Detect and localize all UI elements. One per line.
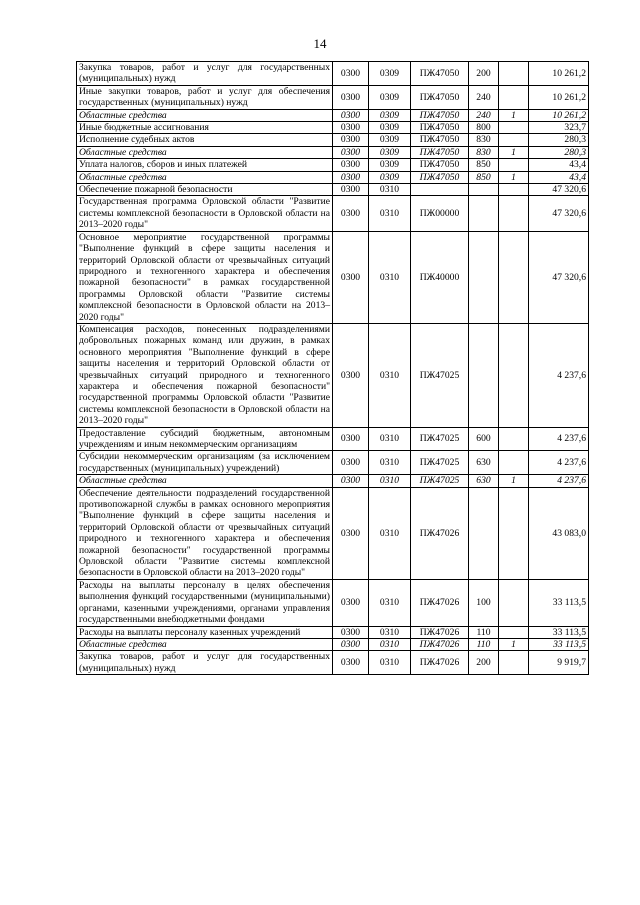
- cell-expense-type: 100: [469, 579, 499, 626]
- cell-subsection: 0310: [369, 579, 411, 626]
- cell-amount: 4 237,6: [529, 451, 589, 475]
- cell-expense-type: [469, 196, 499, 231]
- cell-name: Компенсация расходов, понесенных подразделениями добровольных пожарных команд или дружин, в рамках основного мероприятия "Выполнение функций в сфере защиты населения и территорий Орловской области от чрезвычайных ситуаций природного и техногенного характера и обеспечения пожарной безопасности" государственной программы Орловской области "Развитие системы комплексной безопасности в Орловской области на 2013–2020 годы": [77, 323, 333, 427]
- cell-expense-type: 800: [469, 122, 499, 134]
- cell-funding-source: [499, 323, 529, 427]
- table-row: [77, 651, 589, 675]
- cell-section: 0300: [333, 579, 369, 626]
- cell-target-article: ПЖ47050: [411, 109, 469, 121]
- cell-amount: 33 113,5: [529, 579, 589, 626]
- cell-name: Закупка товаров, работ и услуг для государственных (муниципальных) нужд: [77, 62, 333, 86]
- cell-name: Расходы на выплаты персоналу казенных учреждений: [77, 626, 333, 638]
- cell-target-article: ПЖ47026: [411, 651, 469, 675]
- cell-subsection: 0309: [369, 134, 411, 146]
- cell-target-article: ПЖ47050: [411, 134, 469, 146]
- cell-name: Уплата налогов, сборов и иных платежей: [77, 159, 333, 171]
- cell-expense-type: 200: [469, 62, 499, 86]
- cell-section: 0300: [333, 626, 369, 638]
- cell-expense-type: 240: [469, 85, 499, 109]
- cell-subsection: 0310: [369, 323, 411, 427]
- cell-subsection: 0310: [369, 487, 411, 579]
- table-row: [77, 85, 589, 109]
- cell-expense-type: [469, 487, 499, 579]
- cell-name: Иные бюджетные ассигнования: [77, 122, 333, 134]
- cell-section: 0300: [333, 196, 369, 231]
- cell-amount: 47 320,6: [529, 196, 589, 231]
- cell-amount: 47 320,6: [529, 184, 589, 196]
- cell-funding-source: 1: [499, 146, 529, 158]
- cell-funding-source: 1: [499, 109, 529, 121]
- cell-amount: 47 320,6: [529, 231, 589, 323]
- cell-funding-source: [499, 487, 529, 579]
- cell-amount: 10 261,2: [529, 109, 589, 121]
- cell-subsection: 0310: [369, 196, 411, 231]
- cell-target-article: [411, 184, 469, 196]
- cell-amount: 43,4: [529, 171, 589, 183]
- table-row: [77, 109, 589, 121]
- cell-expense-type: 200: [469, 651, 499, 675]
- table-row: [77, 146, 589, 158]
- cell-funding-source: [499, 85, 529, 109]
- cell-section: 0300: [333, 109, 369, 121]
- cell-section: 0300: [333, 146, 369, 158]
- table-row: [77, 451, 589, 475]
- cell-funding-source: [499, 196, 529, 231]
- cell-name: Областные средства: [77, 171, 333, 183]
- cell-name: Закупка товаров, работ и услуг для государственных (муниципальных) нужд: [77, 651, 333, 675]
- cell-funding-source: 1: [499, 475, 529, 487]
- cell-target-article: ПЖ40000: [411, 231, 469, 323]
- cell-expense-type: [469, 231, 499, 323]
- cell-expense-type: 110: [469, 626, 499, 638]
- cell-expense-type: 830: [469, 146, 499, 158]
- cell-section: 0300: [333, 638, 369, 650]
- cell-target-article: ПЖ47026: [411, 626, 469, 638]
- cell-amount: 323,7: [529, 122, 589, 134]
- cell-name: Обеспечение деятельности подразделений государственной противопожарной службы в рамках основного мероприятия "Выполнение функций в сфере защиты населения и территорий Орловской области от чрезвычайных ситуаций природного и техногенного характера и обеспечения пожарной безопасности" государственной программы Орловской области "Развитие системы комплексной безопасности в Орловской области на 2013–2020 годы": [77, 487, 333, 579]
- cell-amount: 9 919,7: [529, 651, 589, 675]
- cell-target-article: ПЖ47025: [411, 475, 469, 487]
- page-number: 14: [313, 36, 327, 51]
- cell-subsection: 0310: [369, 475, 411, 487]
- cell-target-article: ПЖ47050: [411, 62, 469, 86]
- cell-target-article: ПЖ47025: [411, 427, 469, 451]
- cell-target-article: ПЖ47026: [411, 638, 469, 650]
- table-row: [77, 171, 589, 183]
- cell-section: 0300: [333, 184, 369, 196]
- table-row: [77, 122, 589, 134]
- cell-section: 0300: [333, 451, 369, 475]
- cell-subsection: 0310: [369, 626, 411, 638]
- cell-amount: 43,4: [529, 159, 589, 171]
- cell-name: Обеспечение пожарной безопасности: [77, 184, 333, 196]
- cell-expense-type: 630: [469, 475, 499, 487]
- cell-target-article: ПЖ47050: [411, 171, 469, 183]
- table-row: [77, 427, 589, 451]
- cell-name: Областные средства: [77, 475, 333, 487]
- cell-subsection: 0309: [369, 146, 411, 158]
- cell-subsection: 0310: [369, 427, 411, 451]
- cell-subsection: 0309: [369, 62, 411, 86]
- cell-expense-type: [469, 184, 499, 196]
- cell-funding-source: [499, 651, 529, 675]
- cell-amount: 4 237,6: [529, 475, 589, 487]
- budget-table: [76, 61, 589, 675]
- cell-funding-source: 1: [499, 638, 529, 650]
- cell-section: 0300: [333, 487, 369, 579]
- cell-target-article: ПЖ47050: [411, 159, 469, 171]
- cell-name: Иные закупки товаров, работ и услуг для обеспечения государственных (муниципальных) нужд: [77, 85, 333, 109]
- cell-funding-source: [499, 451, 529, 475]
- cell-funding-source: [499, 579, 529, 626]
- cell-section: 0300: [333, 62, 369, 86]
- cell-expense-type: 630: [469, 451, 499, 475]
- cell-expense-type: 110: [469, 638, 499, 650]
- table-row: [77, 196, 589, 231]
- cell-name: Областные средства: [77, 146, 333, 158]
- cell-amount: 43 083,0: [529, 487, 589, 579]
- cell-name: Субсидии некоммерческим организациям (за исключением государственных (муниципальных) учреждений): [77, 451, 333, 475]
- cell-name: Основное мероприятие государственной программы "Выполнение функций в сфере защиты населения и территорий Орловской области от чрезвычайных ситуаций природного и техногенного характера и обеспечения пожарной безопасности" в рамках государственной программы Орловской области "Развитие системы комплексной безопасности в Орловской области на 2013–2020 годы": [77, 231, 333, 323]
- cell-target-article: ПЖ47050: [411, 85, 469, 109]
- cell-funding-source: [499, 626, 529, 638]
- cell-expense-type: 850: [469, 159, 499, 171]
- cell-target-article: ПЖ47025: [411, 323, 469, 427]
- cell-target-article: ПЖ47050: [411, 146, 469, 158]
- cell-funding-source: 1: [499, 171, 529, 183]
- cell-amount: 4 237,6: [529, 323, 589, 427]
- table-row: [77, 475, 589, 487]
- cell-section: 0300: [333, 171, 369, 183]
- cell-target-article: ПЖ00000: [411, 196, 469, 231]
- cell-funding-source: [499, 134, 529, 146]
- cell-subsection: 0309: [369, 109, 411, 121]
- cell-subsection: 0310: [369, 638, 411, 650]
- cell-expense-type: 850: [469, 171, 499, 183]
- cell-subsection: 0309: [369, 159, 411, 171]
- cell-subsection: 0309: [369, 122, 411, 134]
- cell-amount: 33 113,5: [529, 626, 589, 638]
- cell-funding-source: [499, 62, 529, 86]
- cell-expense-type: 600: [469, 427, 499, 451]
- cell-section: 0300: [333, 159, 369, 171]
- cell-target-article: ПЖ47026: [411, 487, 469, 579]
- cell-target-article: ПЖ47050: [411, 122, 469, 134]
- cell-amount: 33 113,5: [529, 638, 589, 650]
- cell-name: Предоставление субсидий бюджетным, автономным учреждениям и иным некоммерческим организациям: [77, 427, 333, 451]
- cell-amount: 4 237,6: [529, 427, 589, 451]
- cell-target-article: ПЖ47026: [411, 579, 469, 626]
- table-row: [77, 62, 589, 86]
- cell-subsection: 0309: [369, 171, 411, 183]
- cell-name: Областные средства: [77, 638, 333, 650]
- cell-funding-source: [499, 184, 529, 196]
- cell-section: 0300: [333, 427, 369, 451]
- cell-section: 0300: [333, 85, 369, 109]
- cell-subsection: 0310: [369, 651, 411, 675]
- cell-name: Исполнение судебных актов: [77, 134, 333, 146]
- cell-section: 0300: [333, 231, 369, 323]
- table-row: [77, 134, 589, 146]
- cell-subsection: 0310: [369, 231, 411, 323]
- table-row: [77, 323, 589, 427]
- cell-name: Областные средства: [77, 109, 333, 121]
- cell-funding-source: [499, 427, 529, 451]
- cell-funding-source: [499, 231, 529, 323]
- cell-amount: 280,3: [529, 134, 589, 146]
- cell-expense-type: [469, 323, 499, 427]
- table-row: [77, 579, 589, 626]
- cell-section: 0300: [333, 475, 369, 487]
- table-row: [77, 626, 589, 638]
- cell-name: Государственная программа Орловской области "Развитие системы комплексной безопасности в Орловской области на 2013–2020 годы": [77, 196, 333, 231]
- cell-target-article: ПЖ47025: [411, 451, 469, 475]
- cell-amount: 10 261,2: [529, 85, 589, 109]
- cell-section: 0300: [333, 122, 369, 134]
- cell-expense-type: 830: [469, 134, 499, 146]
- cell-amount: 280,3: [529, 146, 589, 158]
- table-row: [77, 184, 589, 196]
- cell-funding-source: [499, 159, 529, 171]
- table-row: [77, 638, 589, 650]
- table-row: [77, 487, 589, 579]
- cell-section: 0300: [333, 134, 369, 146]
- cell-name: Расходы на выплаты персоналу в целях обеспечения выполнения функций государственными (муниципальными) органами, казенными учреждениями, органами управления государственными внебюджетными фондами: [77, 579, 333, 626]
- cell-subsection: 0310: [369, 184, 411, 196]
- cell-subsection: 0310: [369, 451, 411, 475]
- cell-section: 0300: [333, 323, 369, 427]
- cell-expense-type: 240: [469, 109, 499, 121]
- cell-subsection: 0309: [369, 85, 411, 109]
- table-row: [77, 231, 589, 323]
- table-row: [77, 159, 589, 171]
- cell-amount: 10 261,2: [529, 62, 589, 86]
- cell-funding-source: [499, 122, 529, 134]
- cell-section: 0300: [333, 651, 369, 675]
